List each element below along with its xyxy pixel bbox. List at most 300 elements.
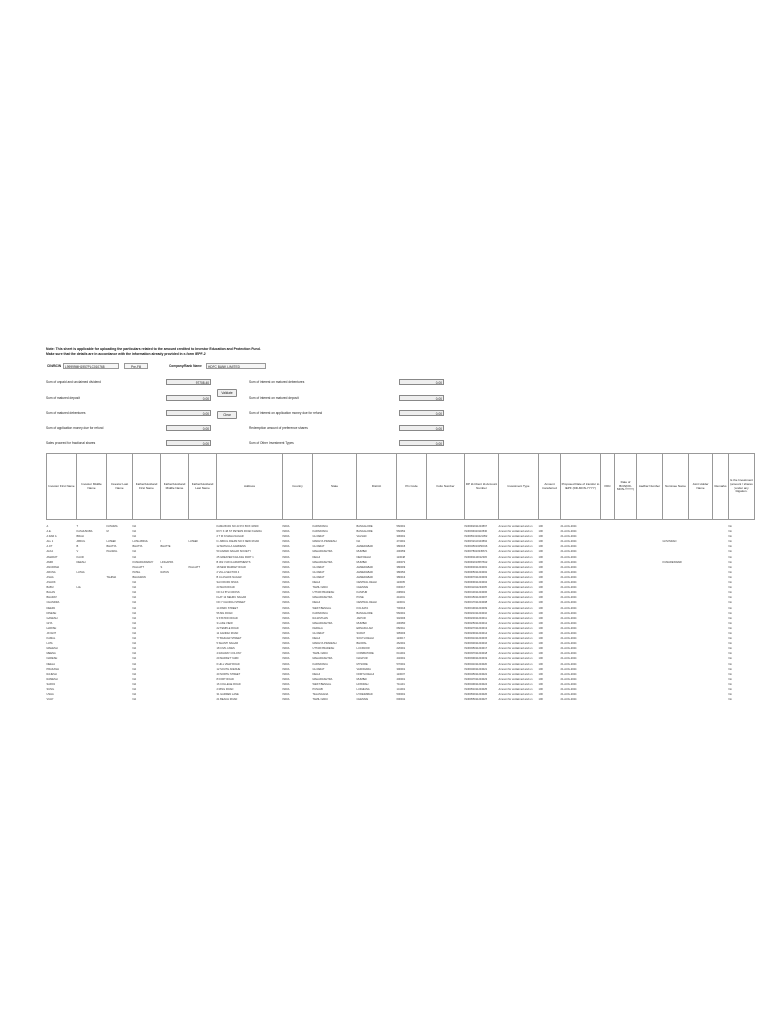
table-cell: TAHIMA — [106, 575, 117, 579]
table-cell: KAMAL — [46, 637, 56, 641]
table-cell: INDIA — [282, 693, 290, 697]
summary-label: Redemption amount of preference shares — [249, 426, 308, 430]
table-cell — [188, 697, 216, 702]
table-cell: 100 — [538, 611, 543, 615]
table-cell: BANGALORE — [356, 611, 373, 615]
table-cell: GUJARAT — [312, 667, 325, 671]
table-cell: TAMIL NADU — [312, 698, 328, 702]
table-cell: GUJARAT — [312, 545, 325, 549]
table-cell: 25 GREATER KAILASH PART 1 — [216, 555, 254, 559]
table-row — [46, 697, 754, 702]
table-cell: NA — [132, 672, 137, 676]
table-cell: JAIPUR — [356, 616, 366, 620]
column-header: Proposed Date of transfer to IEPF (DD-MON-YYYY) — [561, 454, 601, 520]
table-cell: NA — [132, 642, 137, 646]
table-cell: 21-AUG-2024 — [560, 555, 577, 559]
table-cell: No — [728, 616, 732, 620]
table-cell: No — [728, 672, 732, 676]
summary-left-row — [46, 379, 211, 385]
table-cell: HOWRAH — [356, 682, 369, 686]
table-cell: 100 — [538, 672, 543, 676]
table-cell: 21-AUG-2024 — [560, 642, 577, 646]
table-cell: PUNE — [356, 596, 364, 600]
table-cell — [688, 697, 712, 702]
table-cell: ALKA — [46, 550, 54, 554]
table-cell: KANPUR — [356, 591, 368, 595]
table-cell: GANESH — [46, 616, 58, 620]
table-cell: 3 LAKE VIEW — [216, 621, 233, 625]
table-cell: IN30029011234014 — [464, 631, 488, 635]
table-cell: No — [728, 631, 732, 635]
table-cell: 100 — [538, 606, 543, 610]
table-cell: 302006 — [396, 616, 406, 620]
table-cell: NA — [132, 596, 137, 600]
table-cell: 100 — [538, 545, 543, 549]
table-cell: IN30051011234025 — [464, 688, 488, 691]
table-cell: 5 SHANTI NAGAR — [216, 642, 239, 646]
table-cell: B — [76, 545, 79, 549]
table-cell: 6 HILL VIEW ROAD — [216, 662, 240, 666]
column-header: Is the Investment (amount / shares )under any litigation. — [729, 454, 755, 520]
table-cell: LAL — [76, 586, 82, 590]
table-cell: A JIT — [46, 545, 53, 549]
table-cell: No — [728, 677, 732, 681]
table-cell: FLAT 12 NEHRU NAGAR — [216, 596, 247, 600]
table-cell: 12 SOUTH AVENUE — [216, 667, 241, 671]
table-cell: 21-AUG-2024 — [560, 616, 577, 620]
table-cell: INDIA — [282, 565, 290, 569]
table-cell: 18 NEW MARKET ROAD — [216, 565, 246, 569]
table-cell: No — [728, 601, 732, 605]
table-cell: IN30049011234024 — [464, 682, 488, 686]
table-cell: IN30009011234004 — [464, 581, 488, 585]
table-cell: MUMBAI — [356, 550, 367, 554]
table-cell: 141001 — [396, 688, 406, 691]
table-cell: INDIA — [282, 631, 290, 635]
table-cell: BHATTE — [160, 545, 171, 549]
column-header: Country — [283, 454, 313, 520]
table-cell: INDIA — [282, 570, 290, 574]
table-cell: 100 — [538, 631, 543, 635]
table-cell: Amount for unclaimed and un — [498, 688, 533, 691]
table-cell: No — [728, 550, 732, 554]
table-cell: NA — [132, 621, 137, 625]
table-cell: UTTAR PRADESH — [312, 647, 335, 651]
table-cell: INDIA — [282, 657, 290, 661]
table-cell: 21-AUG-2024 — [560, 581, 577, 585]
table-cell: No — [728, 530, 732, 534]
summary-label: Sum of matured debentures — [46, 411, 86, 415]
table-cell: No — [728, 565, 732, 569]
table-cell: Amount for unclaimed and un — [498, 642, 533, 646]
table-cell: MEENA — [46, 652, 56, 656]
column-header: PAN — [601, 454, 615, 520]
table-cell: 21-AUG-2024 — [560, 672, 577, 676]
table-cell: CENTRAL DELHI — [356, 601, 377, 605]
table-cell: KASHUSUBA — [76, 530, 93, 534]
table-cell: NORTH DELHI — [356, 672, 375, 676]
table-cell: PALLIATT — [188, 565, 201, 569]
summary-value: 0.00 — [399, 410, 444, 416]
table-cell: 21-AUG-2024 — [560, 693, 577, 697]
table-cell: Amount for unclaimed and un — [498, 626, 533, 630]
column-header: Father/Husband First Name — [133, 454, 161, 520]
table-cell: INDIA — [282, 688, 290, 691]
table-cell: No — [728, 682, 732, 686]
table-cell: 21-AUG-2024 — [560, 596, 577, 600]
table-cell: BHATTA — [132, 545, 143, 549]
table-cell: INDIA — [282, 555, 290, 559]
table-cell: NA — [132, 530, 137, 534]
table-cell: INDIA — [282, 586, 290, 590]
table-cell: VALSAD — [356, 535, 367, 539]
table-cell: IN30017011234008 — [464, 601, 488, 605]
table-cell: INDIA — [282, 550, 290, 554]
table-cell: INDIA — [282, 647, 290, 651]
table-cell: 100 — [538, 560, 543, 564]
table-cell: NAGPUR — [356, 657, 368, 661]
table-cell: No — [728, 525, 732, 528]
table-cell: 100 — [538, 693, 543, 697]
table-cell: INDIA — [282, 540, 290, 544]
table-cell: N. ABDUL RAHIM NO 6 NEW ROAD — [216, 540, 260, 544]
table-cell: B 302 VIJAYA APARTMENTS — [216, 560, 251, 564]
company-name-input[interactable]: HDFC BANK LIMITED — [206, 363, 266, 369]
table-cell: 100 — [538, 601, 543, 605]
table-cell: INDIA — [282, 581, 290, 585]
table-cell: 110001 — [396, 601, 405, 605]
table-cell: ASHOK — [46, 581, 56, 585]
table-cell: 56 MG ROAD — [216, 611, 233, 615]
table-cell: 396001 — [396, 535, 406, 539]
table-cell: ROY K 48 ST PETERS ROAD KHAIRA — [216, 530, 262, 534]
table-cell: 100 — [538, 621, 543, 625]
table-cell: 100 — [538, 616, 543, 620]
table-cell: NA — [132, 693, 137, 697]
table-cell: 411001 — [396, 596, 405, 600]
table-cell: NA — [132, 637, 137, 641]
table-cell: 380054 — [396, 570, 406, 574]
table-cell: 100 — [538, 525, 543, 528]
table-cell: Amount for unclaimed and un — [498, 637, 533, 641]
table-cell: 21-AUG-2024 — [560, 688, 577, 691]
table-cell — [662, 697, 688, 702]
table-cell: AHMEDABAD — [356, 545, 373, 549]
table-cell: DELHI — [312, 672, 321, 676]
table-cell: ASHA — [46, 575, 54, 579]
table-cell: Amount for unclaimed and un — [498, 565, 533, 569]
table-cell: 390001 — [396, 667, 406, 671]
table-cell: TELANGANA — [312, 693, 329, 697]
table-cell: INDIA — [282, 606, 290, 610]
table-cell: 2 RING ROAD — [216, 688, 234, 691]
table-cell: LINGAPPA — [160, 560, 174, 564]
table-cell: 23 MAIN ROAD — [216, 586, 235, 590]
table-cell: PUNJAB — [312, 688, 323, 691]
table-cell: 560001 — [396, 611, 406, 615]
table-cell: 21-AUG-2024 — [560, 626, 577, 630]
table-cell: IN30041011234020 — [464, 662, 488, 666]
table-cell: No — [728, 581, 732, 585]
table-cell: 110007 — [396, 672, 405, 676]
table-cell: 380013 — [396, 575, 406, 579]
table-cell: 100 — [538, 657, 543, 661]
table-cell: 100 — [538, 550, 543, 554]
table-cell: 21-AUG-2024 — [560, 631, 577, 635]
table-cell: PATEL — [132, 570, 141, 574]
summary-value: 97708.40 — [166, 379, 211, 385]
table-cell: IN30045011234022 — [464, 672, 488, 676]
table-cell: NA — [132, 601, 137, 605]
table-cell: IN30002011234567 — [464, 525, 488, 528]
table-cell: Amount for unclaimed and un — [498, 555, 533, 559]
table-cell: 50 ANAND NAGAR SOCIETY — [216, 550, 252, 554]
table-cell: BANGALORE — [356, 530, 373, 534]
table-cell: 100 — [538, 698, 543, 702]
summary-left-row — [46, 425, 211, 431]
summary-value: 0.00 — [166, 395, 211, 401]
table-cell: 100 — [538, 575, 543, 579]
table-cell: 711101 — [396, 682, 405, 686]
summary-right-row — [249, 410, 444, 416]
table-cell: 474001 — [396, 540, 406, 544]
table-cell: A DAR A — [46, 535, 57, 539]
table-cell: 100 — [538, 688, 543, 691]
table-cell: Amount for unclaimed and un — [498, 652, 533, 656]
table-cell: SAI KRUPA NIVAS — [216, 581, 239, 585]
column-header: Investor Middle Name — [77, 454, 107, 520]
table-cell — [106, 697, 132, 702]
table-cell: BANGALORE — [356, 525, 373, 528]
table-cell: 29 MARKET YARD — [216, 657, 239, 661]
table-cell: Amount for unclaimed and un — [498, 631, 533, 635]
table-cell: INDIA — [282, 545, 290, 549]
table-cell: KARNATAKA — [312, 611, 328, 615]
table-cell: KERALA — [312, 626, 323, 630]
validate-button[interactable]: Validate — [217, 389, 237, 397]
summary-right-row — [249, 440, 444, 446]
table-cell: ALL 1 — [46, 540, 54, 544]
table-cell: IN30039410110530 — [464, 530, 488, 534]
table-cell: A — [46, 525, 49, 528]
summary-label: Sum of application money due for refund — [46, 426, 104, 430]
table-cell: 77 BAZAAR STREET — [216, 637, 242, 641]
table-cell: MUMBAI — [356, 560, 367, 564]
table-cell: DELHI — [312, 581, 321, 585]
table-cell: 560052 — [396, 530, 406, 534]
table-cell: INDIA — [282, 591, 290, 595]
table-cell: MAHARASHTRA — [312, 621, 333, 625]
table-cell: 600017 — [396, 586, 406, 590]
table-cell: IN30005011234002 — [464, 570, 488, 574]
table-cell: 100 — [538, 662, 543, 666]
table-cell: No — [728, 662, 732, 666]
table-cell: 100 — [538, 667, 543, 671]
table-cell: IN30055011234027 — [464, 698, 488, 702]
column-header: State — [313, 454, 357, 520]
table-cell: INDIA — [282, 611, 290, 615]
column-header: DP Id-Client Id-Account Number — [465, 454, 499, 520]
table-cell — [600, 697, 614, 702]
note-line-1: Note: This sheet is applicable for uploading the particulars related to the amount credited to Investor Education and Protection Fund. — [46, 347, 261, 351]
cin-label: CIN/BCIN — [47, 364, 62, 368]
summary-label: Sum of matured deposit — [46, 396, 80, 400]
table-cell: NA — [132, 631, 137, 635]
table-cell: Amount for unclaimed and un — [498, 693, 533, 697]
table-cell: 395003 — [396, 631, 406, 635]
table-cell: 21-AUG-2024 — [560, 530, 577, 534]
table-cell — [76, 697, 106, 702]
table-cell: FATHIMA — [106, 525, 118, 528]
table-cell: IN30051310221052 — [464, 535, 488, 539]
table-cell: Amount for unclaimed and un — [498, 525, 533, 528]
table-cell: IN30045010250016 — [464, 545, 488, 549]
table-cell: Amount for unclaimed and un — [498, 596, 533, 600]
table-cell: 21-AUG-2024 — [560, 677, 577, 681]
table-cell: INDIA — [282, 626, 290, 630]
summary-label: Sum of unpaid and unclaimed dividend — [46, 380, 101, 384]
table-cell: MAHARASHTRA — [312, 550, 333, 554]
table-cell: 21-AUG-2024 — [560, 621, 577, 625]
table-cell: KARNATAKA — [312, 662, 328, 666]
table-cell: 100 — [538, 677, 543, 681]
table-cell: IN30021011234010 — [464, 611, 488, 615]
table-cell: 700016 — [396, 606, 406, 610]
table-cell: LUCKNOW — [356, 647, 370, 651]
table-cell: VIJAY — [46, 698, 54, 702]
table-cell: CENTRAL DELHI — [356, 581, 377, 585]
table-cell: Amount for unclaimed and un — [498, 657, 533, 661]
table-cell: SOUTH DELHI — [356, 637, 374, 641]
table-cell: Amount for unclaimed and un — [498, 550, 533, 554]
prefill-button[interactable]: Pre-Fill — [124, 363, 148, 369]
table-cell: GUJARAT — [312, 575, 325, 579]
table-cell: B 41 ASHOK NAGAR — [216, 575, 242, 579]
cin-input[interactable]: L99999MH1957PLC010768 — [63, 363, 119, 369]
table-cell: KAMA BURJ NO.43 P.O BOX 10609 — [216, 525, 259, 528]
table-cell: NA — [356, 540, 361, 544]
table-cell: No — [728, 626, 732, 630]
table-cell: HARISH — [46, 626, 57, 630]
table-cell: INDIA — [282, 575, 290, 579]
table-cell: ERNAKULAM — [356, 626, 373, 630]
table-cell: LUDHIANA — [356, 688, 370, 691]
table-cell: No — [728, 652, 732, 656]
table-cell: IN30039011234019 — [464, 657, 488, 661]
table-cell: IN30019011234009 — [464, 606, 488, 610]
table-cell: NA — [132, 581, 137, 585]
table-cell: MUMBAI — [356, 677, 367, 681]
table-cell: IN30053011234026 — [464, 693, 488, 697]
table-cell: NA — [132, 550, 137, 554]
table-cell: Amount for unclaimed and un — [498, 575, 533, 579]
table-cell: No — [728, 545, 732, 549]
table-cell: 100 — [538, 642, 543, 646]
summary-label: Sales proceed for fractional shares — [46, 441, 96, 445]
table-cell: T — [76, 525, 79, 528]
clear-button[interactable]: Clear — [217, 411, 237, 419]
table-cell: NA — [132, 677, 137, 681]
table-cell: 21-AUG-2024 — [560, 698, 577, 702]
table-cell: No — [728, 657, 732, 661]
table-cell: Amount for unclaimed and un — [498, 606, 533, 610]
table-cell: 641001 — [396, 652, 406, 656]
table-cell: 100 — [538, 626, 543, 630]
table-cell: 110017 — [396, 637, 405, 641]
table-cell: BHATTA — [106, 545, 117, 549]
table-cell: V — [76, 550, 79, 554]
summary-value: 0.00 — [166, 425, 211, 431]
table-cell: 21-AUG-2024 — [560, 611, 577, 615]
table-cell: Amount for unclaimed and un — [498, 540, 533, 544]
table-cell: IN30035011234017 — [464, 647, 488, 651]
table-cell: 31 GARDEN LANE — [216, 693, 239, 697]
table-cell — [160, 697, 188, 702]
table-cell: TAMIL NADU — [312, 586, 328, 590]
table-cell: NA — [132, 647, 137, 651]
table-cell: 18 CIVIL LINES — [216, 647, 235, 651]
column-header: Pin Code — [397, 454, 427, 520]
table-cell: INDIA — [282, 525, 290, 528]
table-cell: GUJARAT — [312, 565, 325, 569]
table-cell: 500001 — [396, 693, 406, 697]
table-cell: 400050 — [396, 621, 406, 625]
table-cell: PALLIATT — [132, 565, 145, 569]
column-header: Folio Number — [427, 454, 465, 520]
summary-label: Sum of Other Investment Types — [249, 441, 294, 445]
table-cell: NA — [132, 591, 137, 595]
table-cell: MAHARASHTRA — [312, 677, 333, 681]
table-cell: Amount for unclaimed and un — [498, 611, 533, 615]
table-cell: Amount for unclaimed and un — [498, 662, 533, 666]
table-cell: BALAN — [46, 591, 56, 595]
column-header: Nominee Name — [663, 454, 689, 520]
company-name-label: Company/Bank Name — [169, 364, 202, 368]
table-cell: No — [728, 570, 732, 574]
table-cell: 100 — [538, 647, 543, 651]
table-cell: 110005 — [396, 581, 405, 585]
table-cell: AMIR — [46, 560, 53, 564]
table-cell: 400059 — [396, 550, 406, 554]
table-cell: IN30003011234001 — [464, 565, 488, 569]
table-cell: 21-AUG-2024 — [560, 545, 577, 549]
table-cell: NA — [132, 626, 137, 630]
table-cell: NA — [132, 662, 137, 666]
table-cell: 21-AUG-2024 — [560, 575, 577, 579]
table-cell: NA — [132, 698, 137, 702]
table-cell: 21-AUG-2024 — [560, 560, 577, 564]
table-cell: VADODARA — [356, 667, 371, 671]
table-cell: BHARAT — [46, 596, 57, 600]
table-cell: No — [728, 637, 732, 641]
summary-value: 0.00 — [399, 425, 444, 431]
table-cell: INDIA — [282, 652, 290, 656]
table-cell: Amount for unclaimed and un — [498, 581, 533, 585]
table-cell: 21 BEACH ROAD — [216, 698, 238, 702]
table-cell: CHENNAI — [356, 698, 369, 702]
table-cell: 21-AUG-2024 — [560, 601, 577, 605]
table-cell: RATAN — [160, 570, 169, 574]
note-line-2: Make sure that the details are in accordance with the information already provided in e-form IEPF-2 — [46, 352, 206, 356]
table-cell: 100 — [538, 637, 543, 641]
table-cell: AHMEDABAD — [356, 570, 373, 574]
table-cell: INDIA — [282, 662, 290, 666]
column-header: Amount transferred — [539, 454, 561, 520]
table-cell: 16 COLLEGE ROAD — [216, 682, 241, 686]
table-cell: MYSORE — [356, 662, 368, 666]
table-cell: GOVINDAN — [662, 540, 677, 544]
table-cell: GUJARAT — [312, 535, 325, 539]
